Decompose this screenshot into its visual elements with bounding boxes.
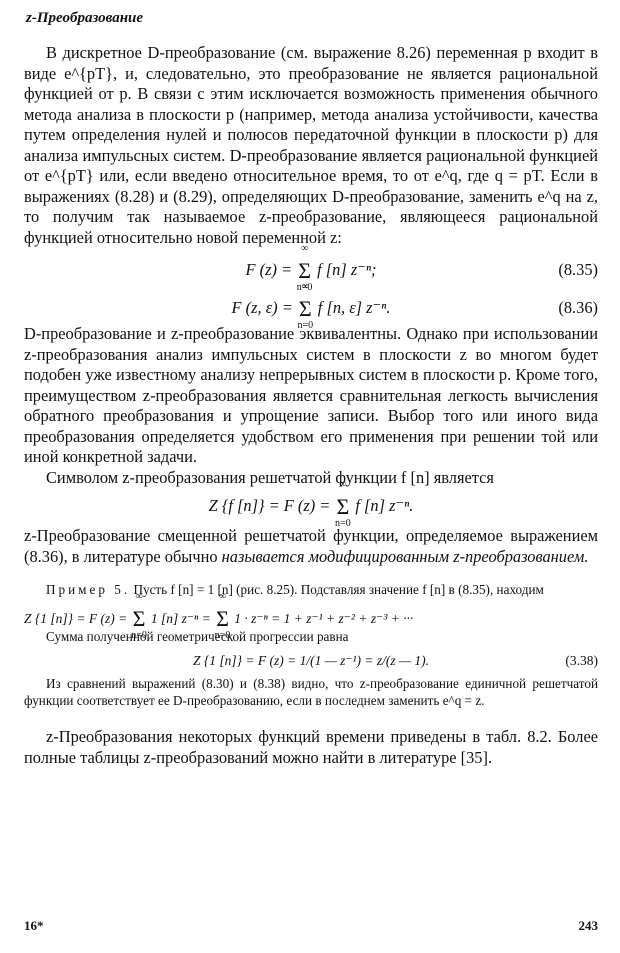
eq5-formula: Z {1 [n]} = F (z) = 1/(1 — z⁻¹) = z/(z — 1). — [192, 653, 430, 668]
sum-symbol: ∞ Σ n=0 — [336, 494, 349, 520]
eq1-rhs: f [n] z⁻ⁿ; — [317, 260, 377, 279]
equation-8-35 — [24, 248, 598, 286]
example-text: Пусть f [n] = 1 [n] (рис. 8.25). Подставляя значение f [n] в (8.35), находим — [130, 582, 544, 597]
sum-symbol: ∞ Σ n=0 — [299, 296, 312, 322]
example-label: Пример 5. — [46, 582, 131, 597]
signature-mark: 16* — [24, 918, 44, 933]
equation-8-36 — [24, 286, 598, 324]
eq4-mid: 1 [n] z⁻ⁿ = — [150, 611, 211, 626]
paragraph-equivalence: D-преобразование и z-преобразование эквивалентны. Однако при использовании z-преобразования анализ импульсных систем в плоскости z во многом будет подобен уже известному анализу непрерывных систем в плоскости p. Кроме того, преимуществом z-преобразования является сравнительная легкость вычисления обратного преобразования и упрощение записи. Выбор того или иного вида преобразования определяется удобством его применения при решении той или иной конкретной задачи. — [24, 324, 598, 466]
paragraph-intro: В дискретное D-преобразование (см. выражение 8.26) переменная p входит в виде e^{pT}, и, следовательно, это преобразование не является рациональной функцией от p. В связи с этим исключается возможность применения обычного метода анализа в плоскости p (например, метода анализа устойчивости, качества путем определения нулей и полюсов передаточной функции в плоскости p) для анализа импульсных систем. D-преобразование является рациональной функцией от e^{pT} или, если введено относительное время, то от e^q, где q = pT. Если в выражениях (8.28) и (8.29), определяющих D-преобразование, заменить e^q на z, то получим так называемое z-преобразование, являющееся рациональной функцией относительно новой переменной z: — [24, 43, 598, 247]
eq2-number: (8.36) — [558, 298, 598, 317]
eq1-number: (8.35) — [558, 260, 598, 279]
eq4-lhs: Z {1 [n]} = F (z) = — [24, 611, 128, 626]
example-conclusion: Из сравнений выражений (8.30) и (8.38) видно, что z-преобразование единичной решетчатой функции соответствует ее D-преобразованию, если в последнем заменить e^q = z. — [24, 676, 598, 708]
eq1-lhs: F (z) = — [245, 260, 293, 279]
paragraph-symbol: Символом z-преобразования решетчатой функции f [n] является — [46, 467, 494, 487]
eq4-rhs: 1 · z⁻ⁿ = 1 + z⁻¹ + z⁻² + z⁻³ + ··· — [234, 611, 414, 626]
equation-3-38 — [24, 645, 598, 675]
example-sum-text: Сумма полученной геометрической прогрессии равна — [46, 629, 349, 644]
eq3-rhs: f [n] z⁻ⁿ. — [355, 496, 414, 515]
equation-z-definition — [24, 488, 598, 526]
sum-symbol: ∞ Σ n=0 — [133, 606, 146, 632]
section-heading: z-Преобразование — [26, 10, 144, 26]
eq2-rhs: f [n, ε] z⁻ⁿ. — [317, 298, 391, 317]
sum-symbol: ∞ Σ n=0 — [298, 258, 311, 284]
example-intro — [24, 581, 598, 598]
eq3-lhs: Z {f [n]} = F (z) = — [208, 496, 331, 515]
paragraph-tables: z-Преобразования некоторых функций времени приведены в табл. 8.2. Более полные таблицы z-преобразований можно найти в литературе [35]. — [24, 727, 598, 767]
example-equation-series — [24, 598, 598, 631]
sum-symbol: ∞ Σ n=0 — [216, 606, 229, 632]
eq2-lhs: F (z, ε) = — [231, 298, 293, 317]
p4-text: z-Преобразование смещенной решетчатой функции, определяемое выражением (8.36), в литературе обычно — [24, 526, 598, 566]
eq5-number: (3.38) — [565, 653, 598, 668]
p4-italic: называется модифицированным z-преобразованием. — [221, 546, 589, 566]
page-content — [24, 10, 598, 768]
paragraph-modified — [24, 526, 598, 567]
page-number: 243 — [578, 918, 598, 933]
